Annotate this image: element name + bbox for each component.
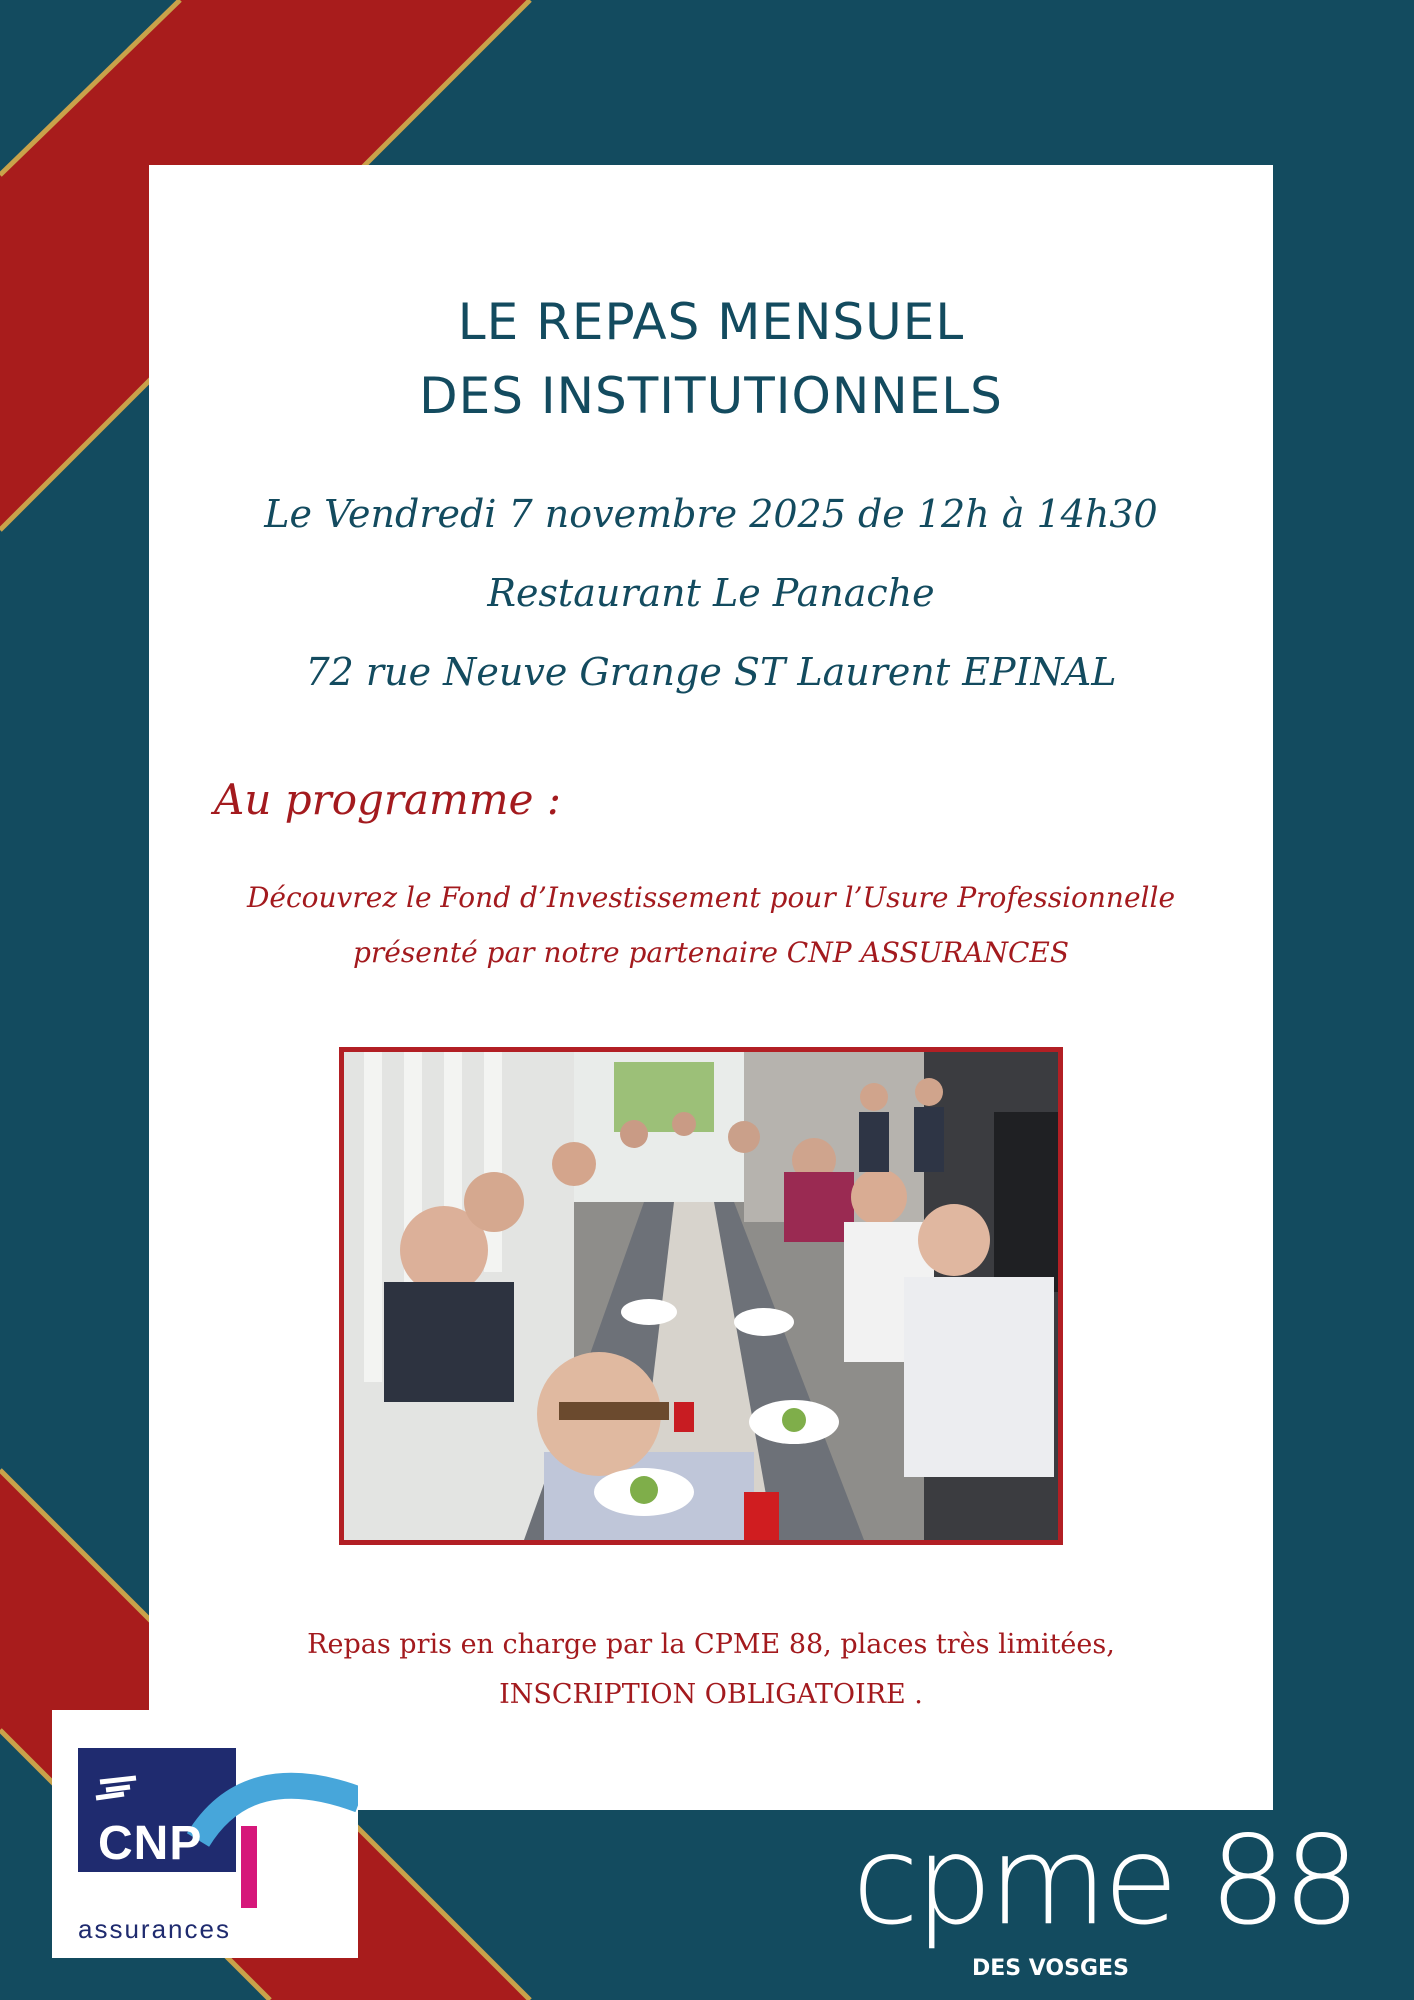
- title-line-2: DES INSTITUTIONNELS: [419, 367, 1003, 425]
- event-details: [149, 475, 1273, 712]
- event-title: [149, 285, 1273, 433]
- group-photo: [339, 1047, 1063, 1545]
- footer-line-2: INSCRIPTION OBLIGATOIRE .: [499, 1679, 923, 1710]
- event-venue: Restaurant Le Panache: [487, 571, 935, 615]
- program-line-1: Découvrez le Fond d’Investissement pour l’Usure Professionnelle: [246, 881, 1176, 914]
- footer-line-1: Repas pris en charge par la CPME 88, places très limitées,: [307, 1629, 1115, 1660]
- invitation-card: [149, 165, 1273, 1810]
- cnp-wordmark: CNP: [98, 1817, 203, 1870]
- program-heading: Au programme :: [214, 775, 561, 824]
- cpme-subtitle: DES VOSGES: [972, 1956, 1129, 1981]
- footer-note: [149, 1620, 1273, 1720]
- program-line-2: présenté par notre partenaire CNP ASSURANCES: [352, 936, 1070, 969]
- cnp-subtitle: assurances: [78, 1914, 231, 1944]
- title-line-1: LE REPAS MENSUEL: [457, 293, 965, 351]
- event-date: Le Vendredi 7 novembre 2025 de 12h à 14h30: [264, 492, 1158, 536]
- cnp-assurances-logo: [52, 1710, 358, 1958]
- program-text: [149, 870, 1273, 980]
- event-address: 72 rue Neuve Grange ST Laurent EPINAL: [305, 650, 1117, 694]
- cpme-logo: cpme 88: [852, 1810, 1357, 1952]
